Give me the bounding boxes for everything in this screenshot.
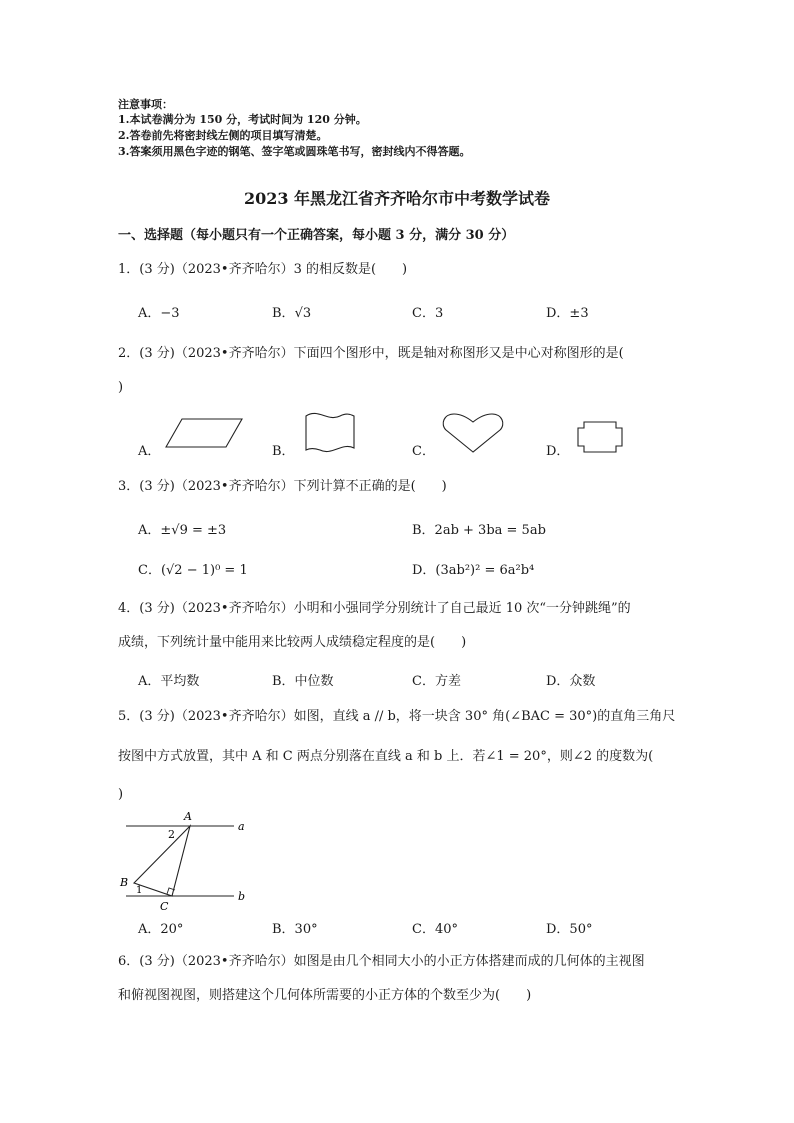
page-title: 2023 年黑龙江省齐齐哈尔市中考数学试卷 — [243, 189, 551, 208]
label-line-b: b — [238, 890, 246, 903]
label-c-point: C — [160, 900, 169, 913]
question-4-stem: 4．(3 分)（2023•齐齐哈尔）小明和小强同学分别统计了自己最近 10 次“一分钟跳绳”的 — [118, 601, 631, 616]
question-5-stem: 5．(3 分)（2023•齐齐哈尔）如图，直线 a // b，将一块含 30° 角(∠BAC = 30°)的直角三角尺 — [118, 709, 676, 724]
heart-figure — [438, 410, 508, 456]
q3-option-a: A．±√9 = ±3 — [138, 523, 227, 538]
parallelogram-figure — [160, 415, 248, 455]
q1-option-a: A．−3 — [138, 306, 180, 321]
notice-heading: 注意事项： — [118, 98, 173, 111]
q1-option-c: C．3 — [412, 306, 444, 321]
cross-figure — [572, 418, 628, 458]
q3-option-c: C．(√2 − 1)⁰ = 1 — [138, 563, 248, 578]
label-angle-1: 1 — [136, 885, 143, 896]
notice-item-1: 1.本试卷满分为 150 分，考试时间为 120 分钟。 — [118, 113, 367, 126]
section-heading: 一、选择题（每小题只有一个正确答案，每小题 3 分，满分 30 分） — [118, 228, 515, 243]
notice-item-2: 2.答卷前先将密封线左侧的项目填写清楚。 — [118, 129, 328, 142]
label-a-point: A — [184, 810, 192, 823]
q2-option-b: B． — [272, 444, 295, 459]
question-2-stem-cont: ) — [118, 380, 124, 395]
q3-option-d: D．(3ab²)² = 6a²b⁴ — [412, 563, 535, 578]
q2-option-c: C． — [412, 444, 435, 459]
label-angle-2: 2 — [168, 828, 175, 841]
q5-option-a: A．20° — [138, 922, 184, 937]
q5-option-c: C．40° — [412, 922, 458, 937]
question-5-stem-cont: 按图中方式放置，其中 A 和 C 两点分别落在直线 a 和 b 上．若∠1 = 20°，则∠2 的度数为( — [118, 749, 654, 764]
q1-option-d: D．±3 — [546, 306, 589, 321]
question-1-stem: 1．(3 分)（2023•齐齐哈尔）3 的相反数是( ) — [118, 262, 408, 277]
triangle-abc — [134, 826, 190, 896]
q2-option-a: A． — [138, 444, 161, 459]
q5-option-b: B．30° — [272, 922, 318, 937]
notice-item-3: 3.答案须用黑色字迹的钢笔、签字笔或圆珠笔书写，密封线内不得答题。 — [118, 145, 471, 158]
question-4-stem-cont: 成绩，下列统计量中能用来比较两人成绩稳定程度的是( ) — [118, 635, 467, 650]
label-line-a: a — [238, 820, 245, 833]
q4-option-b: B．中位数 — [272, 674, 334, 689]
q1-option-b — [272, 305, 311, 323]
question-6-stem-cont: 和俯视图视图，则搭建这个几何体所需要的小正方体的个数至少为( ) — [118, 988, 532, 1003]
question-5-stem-cont2: ) — [118, 787, 124, 802]
label-b-point: B — [120, 876, 129, 889]
q3-option-b: B．2ab + 3ba = 5ab — [412, 523, 546, 538]
question-2-stem: 2．(3 分)（2023•齐齐哈尔）下面四个图形中，既是轴对称图形又是中心对称图形的是( — [118, 346, 624, 361]
question-6-stem: 6．(3 分)（2023•齐齐哈尔）如图是由几个相同大小的小正方体搭建而成的几何体的主视图 — [118, 954, 645, 969]
wavy-flag-figure — [300, 408, 360, 458]
q4-option-c: C．方差 — [412, 674, 461, 689]
q1-option-b-label: B． — [272, 306, 295, 321]
q4-option-a: A．平均数 — [138, 674, 200, 689]
q4-option-d: D．众数 — [546, 674, 596, 689]
q5-option-d: D．50° — [546, 922, 593, 937]
question-3-stem: 3．(3 分)（2023•齐齐哈尔）下列计算不正确的是( ) — [118, 479, 447, 494]
q2-option-d: D． — [546, 444, 570, 459]
q1-option-b-math: √3 — [294, 306, 312, 321]
q5-triangle-figure — [112, 808, 262, 916]
